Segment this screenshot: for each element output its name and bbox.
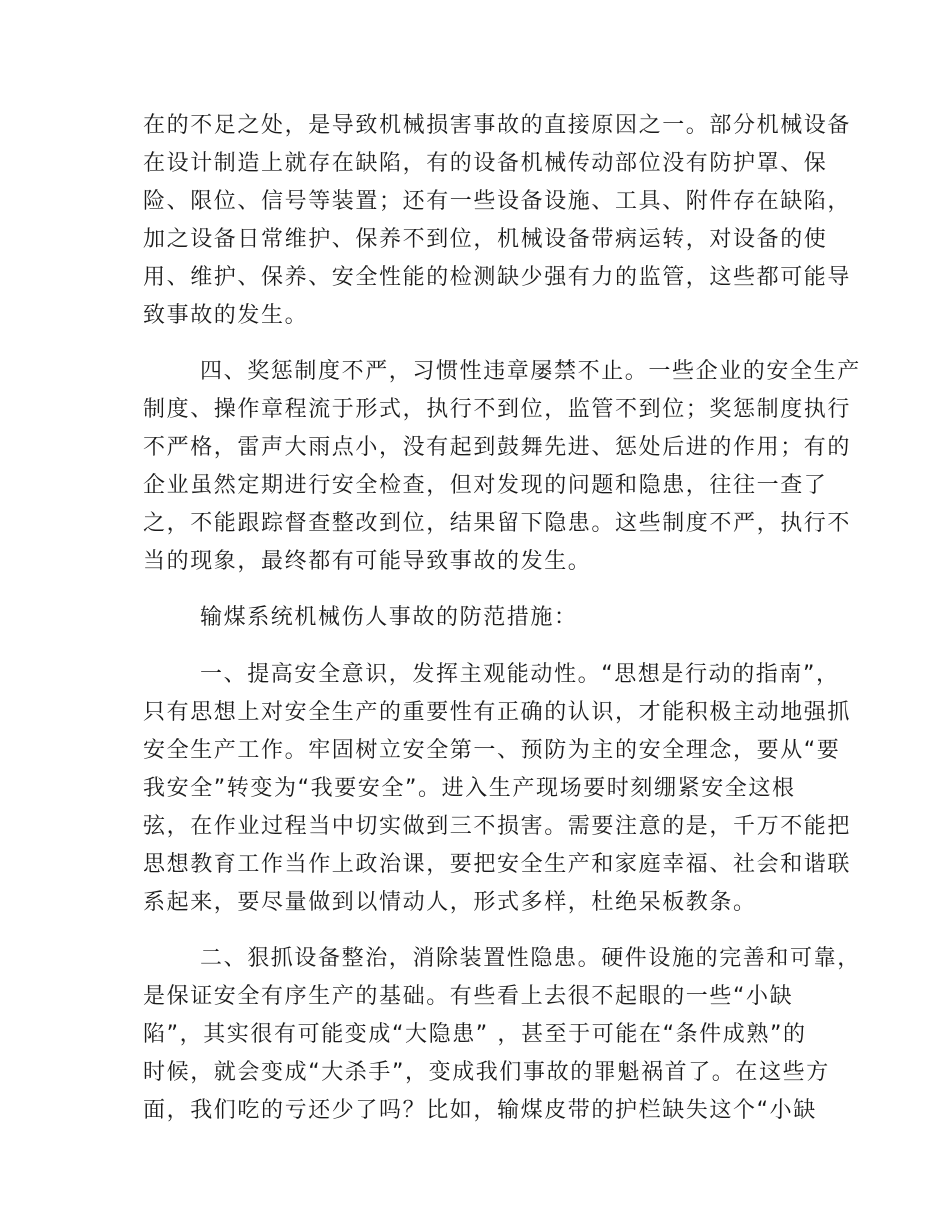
text-line: 我安全”转变为“我要安全”。进入生产现场要时刻绷紧安全这根 [143,776,796,801]
text-line: 系起来，要尽量做到以情动人，形式多样，杜绝呆板教条。 [143,890,757,915]
text-line: 思想教育工作当作上政治课，要把安全生产和家庭幸福、社会和谐联 [143,852,852,877]
text-line: 面，我们吃的亏还少了吗？比如，输煤皮带的护栏缺失这个“小缺 [143,1098,817,1123]
text-line: 致事故的发生。 [143,303,309,328]
text-line: 在的不足之处，是导致机械损害事故的直接原因之一。部分机械设备 [143,113,852,138]
text-line: 二、狠抓设备整治，消除装置性隐患。硬件设施的完善和可靠， [200,946,861,971]
text-line: 加之设备日常维护、保养不到位，机械设备带病运转，对设备的使 [143,227,828,252]
text-line: 企业虽然定期进行安全检查，但对发现的问题和隐患，往往一查了 [143,473,828,498]
text-line: 一、提高安全意识，发挥主观能动性。“思想是行动的指南”， [200,662,840,687]
text-line: 之，不能跟踪督查整改到位，结果留下隐患。这些制度不严，执行不 [143,511,852,536]
text-line: 四、奖惩制度不严，习惯性违章屡禁不止。一些企业的安全生产 [200,359,861,384]
text-line: 不严格，雷声大雨点小，没有起到鼓舞先进、惩处后进的作用；有的 [143,435,852,460]
text-line: 安全生产工作。牢固树立安全第一、预防为主的安全理念，要从“要 [143,738,841,763]
text-line: 陷”，其实很有可能变成“大隐患” ，甚至于可能在“条件成熟”的 [143,1022,807,1047]
text-line: 制度、操作章程流于形式，执行不到位，监管不到位；奖惩制度执行 [143,397,852,422]
text-line: 在设计制造上就存在缺陷，有的设备机械传动部位没有防护罩、保 [143,151,828,176]
text-line: 时候，就会变成“大杀手”，变成我们事故的罪魁祸首了。在这些方 [143,1060,830,1085]
text-line: 只有思想上对安全生产的重要性有正确的认识，才能积极主动地强抓 [143,700,852,725]
text-line: 用、维护、保养、安全性能的检测缺少强有力的监管，这些都可能导 [143,265,852,290]
text-line: 弦，在作业过程当中切实做到三不损害。需要注意的是，千万不能把 [143,814,852,839]
text-line: 险、限位、信号等装置；还有一些设备设施、工具、附件存在缺陷， [143,189,852,214]
text-line: 是保证安全有序生产的基础。有些看上去很不起眼的一些“小缺 [143,984,794,1009]
heading-text: 输煤系统机械伤人事故的防范措施： [200,605,578,630]
text-line: 当的现象，最终都有可能导致事故的发生。 [143,549,592,574]
